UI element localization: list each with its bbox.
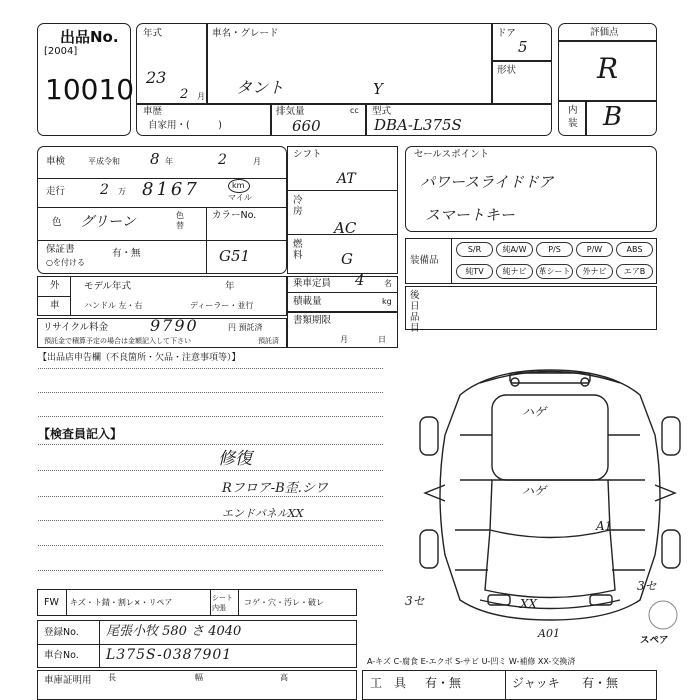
chassis-label: 車台No. (44, 650, 79, 661)
recycle-value: 9790 (150, 316, 199, 335)
mileage-label: 走行 (46, 186, 66, 197)
car-damage-diagram (400, 355, 700, 655)
inspector-note-2: Rフロア-B歪.シワ (222, 481, 328, 496)
year-value: 23 (146, 68, 167, 87)
history-value: 自家用・( ) (148, 120, 222, 131)
mark-rear-right: 3セ (637, 579, 657, 593)
sales-label: セールスポイント (414, 149, 490, 160)
displacement-label: 排気量 (276, 106, 305, 117)
equip-item: P/S (536, 242, 573, 257)
equip-label: 装備品 (410, 255, 439, 266)
jack-options: 有・無 (582, 676, 619, 690)
equip-item: 純TV (456, 264, 493, 279)
inspection-month: 2 (218, 152, 227, 168)
model-label: 型式 (372, 106, 392, 117)
lot-number: 10010 (45, 73, 135, 106)
name-value: タント (236, 78, 285, 97)
lot-year: [2004] (44, 46, 78, 57)
note-line (38, 444, 383, 445)
mileage-value: 8167 (142, 179, 200, 200)
inspection-era: 平成令和 (88, 157, 120, 166)
equip-item: 外ナビ (576, 264, 613, 279)
door-value: 5 (518, 38, 528, 56)
equip-item: 純ナビ (496, 264, 533, 279)
spare-label: スペア (640, 635, 669, 646)
recycle-deposit: 預託済 (258, 337, 279, 345)
month-value: 2 (180, 87, 189, 102)
displacement-unit: cc (350, 106, 359, 115)
fw-items: キズ・ト錆・割レ×・リペア (70, 598, 173, 607)
door-label: ドア (497, 28, 516, 39)
recycle-note: 預託金で積算予定の場合は金額記入して下さい (44, 337, 191, 345)
aircon-value: AC (334, 219, 357, 237)
inspector-label: 【検査員記入】 (38, 427, 123, 441)
foreign-label-2: 車 (50, 300, 60, 311)
doc-period-label: 書類期限 (293, 315, 332, 326)
note-line (38, 416, 383, 417)
equip-item: 純A/W (496, 242, 533, 257)
inspector-note-1: 修復 (218, 449, 252, 469)
dealer-label: ディーラー・並行 (190, 301, 254, 310)
equip-item: エアB (616, 264, 653, 279)
warranty-label: 保証書 (46, 244, 75, 255)
recycle-unit: 円 預託済 (228, 323, 263, 332)
load-unit: kg (382, 297, 392, 306)
fuel-label: 燃料 (293, 239, 303, 261)
note-line (38, 545, 383, 546)
capacity-value: 4 (355, 271, 365, 289)
inspector-note-3: エンドパネルXX (222, 507, 304, 520)
jack-label: ジャッキ (512, 676, 560, 690)
fuel-value: G (341, 250, 353, 268)
name-label: 車名・グレード (212, 28, 279, 39)
warranty-note: ○を付ける (46, 258, 85, 267)
inspection-label: 車検 (46, 156, 66, 167)
seller-note: 【出品店申告欄（不良箇所・欠品・注意事項等）】 (38, 353, 241, 363)
load-label: 積載量 (293, 296, 322, 307)
capacity-unit: 名 (384, 279, 392, 288)
score-label: 評価点 (590, 27, 619, 38)
sales-point-2: スマートキー (425, 206, 515, 224)
note-line (38, 470, 383, 471)
capacity-label: 乗車定員 (293, 278, 332, 289)
reg-label: 登録No. (44, 627, 79, 638)
interior-value: B (603, 102, 623, 132)
year-label: 年式 (143, 28, 163, 39)
note-line (38, 496, 383, 497)
equip-item: 革シート (536, 264, 573, 279)
rear-label: 後日品目 (410, 290, 420, 334)
color-change: 色替 (176, 211, 184, 230)
doc-month-unit: 月 (340, 335, 348, 344)
inspection-month-unit: 月 (253, 157, 261, 166)
mark-hood: ハゲ (522, 484, 547, 498)
equip-item: S/R (456, 242, 493, 257)
foreign-label-1: 外 (50, 280, 60, 291)
mark-right-door: A1 (596, 519, 613, 533)
rear-box (405, 286, 657, 330)
recycle-label: リサイクル料金 (43, 322, 109, 333)
chassis-value: L375S-0387901 (106, 647, 233, 663)
inspection-value: 8 (150, 150, 160, 168)
bottom-note-2: 幅 (195, 673, 203, 682)
seat-items: コゲ・穴・汚レ・破レ (244, 598, 324, 607)
color-value: グリーン (80, 214, 136, 230)
handle-label: ハンドル 左・右 (84, 301, 143, 310)
history-label: 車歴 (143, 106, 163, 117)
bottom-note-3: 高 (280, 673, 288, 682)
cert-label: 車庫証明用 (44, 675, 92, 686)
note-line (38, 520, 383, 521)
color-label: 色 (52, 217, 62, 228)
equip-item: P/W (576, 242, 613, 257)
color-no-value: G51 (219, 247, 251, 265)
note-line (38, 368, 383, 369)
model-year-label: モデル年式 (84, 281, 132, 292)
mark-rear: XX (520, 597, 538, 611)
tools-label: 工 具 (370, 676, 407, 690)
lot-label: 出品No. (60, 28, 119, 46)
shift-label: シフト (293, 149, 322, 160)
tools-options: 有・無 (425, 676, 462, 690)
interior-label: 内装 (568, 105, 578, 129)
bottom-note-1: 長 (108, 673, 116, 682)
note-line (38, 392, 383, 393)
displacement-value: 660 (292, 117, 321, 135)
month-unit: 月 (197, 92, 205, 101)
color-no-label: カラーNo. (212, 210, 257, 221)
shape-label: 形状 (497, 65, 517, 76)
note-line (38, 570, 383, 571)
warranty-options: 有・無 (112, 248, 141, 259)
model-value: DBA-L375S (374, 116, 462, 134)
shift-value: AT (337, 171, 356, 187)
equip-item: ABS (616, 242, 653, 257)
aircon-label: 冷房 (293, 195, 303, 217)
score-value: R (597, 52, 619, 85)
model-year-unit: 年 (225, 281, 235, 292)
seat-label: シート内張 (212, 594, 233, 612)
mark-bumper: A01 (538, 627, 560, 640)
mileage-km: km (232, 181, 245, 190)
foreign-box (37, 276, 287, 316)
reg-value: 尾張小牧 580 さ 4040 (106, 624, 242, 639)
fw-label: FW (44, 597, 59, 608)
mark-roof: ハゲ (522, 405, 547, 419)
mileage-mile: マイル (228, 193, 252, 202)
grade-value: Y (373, 80, 383, 98)
doc-day-unit: 日 (378, 335, 386, 344)
mark-rear-left: 3セ (405, 594, 425, 608)
mileage-man: 2 (100, 182, 109, 198)
mileage-unit: 万 (118, 187, 126, 196)
sales-point-1: パワースライドドア (420, 173, 554, 191)
damage-legend: A-キズ C-腐食 E-エクボ S-サビ U-凹ミ W-補修 XX-交換済 (367, 657, 576, 666)
inspection-year-unit: 年 (165, 157, 173, 166)
